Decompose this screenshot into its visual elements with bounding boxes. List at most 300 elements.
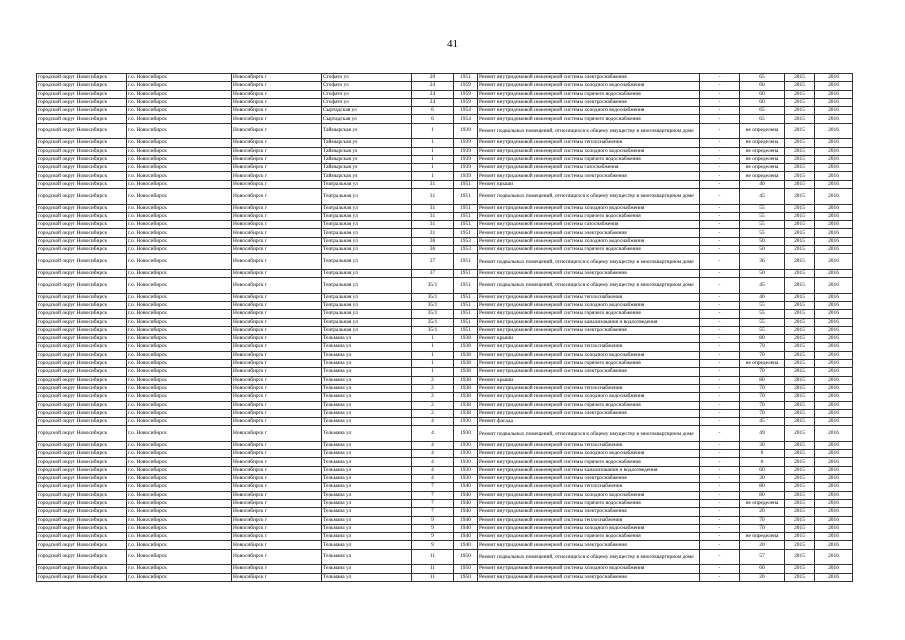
cell-settlement: г.о. Новосибирск (127, 301, 232, 309)
cell-cost: не определена (740, 533, 785, 541)
cell-locality: Новосибирск г (232, 499, 322, 507)
cell-settlement: г.о. Новосибирск (127, 441, 232, 449)
cell-municipality: городской округ Новосибирск (37, 147, 127, 155)
cell-work: Ремонт внутридомовой инженерной системы горячего водоснабжения (478, 155, 700, 163)
cell-end: 2016 (815, 212, 853, 220)
cell-work: Ремонт внутридомовой инженерной системы электроснабжения (478, 172, 700, 180)
cell-start: 2015 (785, 491, 815, 499)
cell-municipality: городской округ Новосибирск (37, 475, 127, 483)
cell-end: 2016 (815, 189, 853, 205)
cell-start: 2015 (785, 164, 815, 172)
cell-end: 2016 (815, 326, 853, 334)
table-row (37, 155, 853, 163)
cell-dash: - (700, 533, 740, 541)
cell-street: Тельмана ул (322, 549, 412, 565)
cell-municipality: городской округ Новосибирск (37, 189, 127, 205)
cell-dash: - (700, 254, 740, 270)
cell-house: 7 (412, 499, 454, 507)
cell-end: 2016 (815, 310, 853, 318)
cell-work: Ремонт внутридомовой инженерной системы теплоснабжения (478, 384, 700, 392)
cell-year: 1930 (454, 441, 478, 449)
cell-work: Ремонт внутридомовой инженерной системы горячего водоснабжения (478, 246, 700, 254)
cell-settlement: г.о. Новосибирск (127, 483, 232, 491)
table-row (37, 450, 853, 458)
cell-municipality: городской округ Новосибирск (37, 74, 127, 82)
cell-locality: Новосибирск г (232, 516, 322, 524)
cell-locality: Новосибирск г (232, 107, 322, 115)
cell-year: 1930 (454, 418, 478, 426)
cell-start: 2015 (785, 418, 815, 426)
cell-start: 2015 (785, 450, 815, 458)
cell-municipality: городской округ Новосибирск (37, 549, 127, 565)
cell-settlement: г.о. Новосибирск (127, 82, 232, 90)
cell-house: 1 (412, 360, 454, 368)
cell-house: 4 (412, 475, 454, 483)
table-row (37, 139, 853, 147)
cell-cost: 20 (740, 573, 785, 581)
cell-end: 2016 (815, 254, 853, 270)
cell-cost: 45 (740, 189, 785, 205)
cell-locality: Новосибирск г (232, 221, 322, 229)
table-row (37, 351, 853, 359)
cell-street: Театральная ул (322, 229, 412, 237)
table-row (37, 475, 853, 483)
cell-locality: Новосибирск г (232, 204, 322, 212)
cell-street: Тельмана ул (322, 376, 412, 384)
cell-cost: 55 (740, 221, 785, 229)
cell-house: 1 (412, 368, 454, 376)
table-row (37, 565, 853, 573)
cell-end: 2016 (815, 123, 853, 139)
cell-cost: 80 (740, 483, 785, 491)
cell-cost: 50 (740, 237, 785, 245)
cell-dash: - (700, 541, 740, 549)
table-row (37, 269, 853, 277)
cell-locality: Новосибирск г (232, 376, 322, 384)
table-row (37, 90, 853, 98)
cell-street: Тельмана ул (322, 533, 412, 541)
cell-dash: - (700, 450, 740, 458)
cell-house: 2 (412, 384, 454, 392)
cell-cost: 55 (740, 212, 785, 220)
cell-start: 2015 (785, 475, 815, 483)
cell-year: 1953 (454, 237, 478, 245)
cell-municipality: городской округ Новосибирск (37, 335, 127, 343)
cell-year: 1951 (454, 310, 478, 318)
cell-end: 2016 (815, 565, 853, 573)
cell-locality: Новосибирск г (232, 212, 322, 220)
cell-end: 2016 (815, 475, 853, 483)
cell-year: 1939 (454, 172, 478, 180)
cell-municipality: городской округ Новосибирск (37, 212, 127, 220)
cell-end: 2016 (815, 74, 853, 82)
cell-start: 2015 (785, 573, 815, 581)
cell-locality: Новосибирск г (232, 269, 322, 277)
cell-year: 1954 (454, 115, 478, 123)
cell-dash: - (700, 172, 740, 180)
cell-locality: Новосибирск г (232, 450, 322, 458)
cell-dash: - (700, 335, 740, 343)
table-row (37, 466, 853, 474)
cell-year: 1940 (454, 499, 478, 507)
cell-work: Ремонт внутридомовой инженерной системы холодного водоснабжения (478, 491, 700, 499)
cell-settlement: г.о. Новосибирск (127, 204, 232, 212)
cell-end: 2016 (815, 180, 853, 188)
cell-end: 2016 (815, 351, 853, 359)
cell-house: 11 (412, 565, 454, 573)
cell-locality: Новосибирск г (232, 139, 322, 147)
cell-work: Ремонт подвальных помещений, относящихся к общему имуществу в многоквартирном доме (478, 549, 700, 565)
cell-municipality: городской округ Новосибирск (37, 441, 127, 449)
cell-house: 11 (412, 549, 454, 565)
cell-street: Тельмана ул (322, 516, 412, 524)
cell-dash: - (700, 326, 740, 334)
cell-start: 2015 (785, 107, 815, 115)
cell-year: 1930 (454, 475, 478, 483)
cell-dash: - (700, 508, 740, 516)
page-number: 41 (447, 38, 458, 50)
cell-start: 2015 (785, 221, 815, 229)
cell-house: 4 (412, 450, 454, 458)
cell-work: Ремонт внутридомовой инженерной системы теплоснабжения (478, 516, 700, 524)
cell-street: Таймырская ул (322, 139, 412, 147)
cell-settlement: г.о. Новосибирск (127, 155, 232, 163)
table-row (37, 82, 853, 90)
cell-work: Ремонт внутридомовой инженерной системы холодного водоснабжения (478, 565, 700, 573)
cell-work: Ремонт подвальных помещений, относящихся к общему имуществу в многоквартирном доме (478, 426, 700, 442)
cell-start: 2015 (785, 115, 815, 123)
cell-start: 2015 (785, 74, 815, 82)
cell-dash: - (700, 229, 740, 237)
cell-end: 2016 (815, 508, 853, 516)
cell-year: 1940 (454, 491, 478, 499)
cell-dash: - (700, 499, 740, 507)
cell-locality: Новосибирск г (232, 483, 322, 491)
cell-end: 2016 (815, 82, 853, 90)
cell-locality: Новосибирск г (232, 164, 322, 172)
cell-end: 2016 (815, 533, 853, 541)
cell-dash: - (700, 293, 740, 301)
cell-work: Ремонт внутридомовой инженерной системы газоснабжения (478, 221, 700, 229)
cell-settlement: г.о. Новосибирск (127, 376, 232, 384)
cell-end: 2016 (815, 147, 853, 155)
cell-start: 2015 (785, 90, 815, 98)
cell-locality: Новосибирск г (232, 368, 322, 376)
cell-work: Ремонт внутридомовой инженерной системы электроснабжения (478, 541, 700, 549)
cell-dash: - (700, 74, 740, 82)
cell-house: 31 (412, 189, 454, 205)
cell-work: Ремонт внутридомовой инженерной системы электроснабжения (478, 98, 700, 106)
cell-cost: 60 (740, 98, 785, 106)
cell-dash: - (700, 426, 740, 442)
cell-settlement: г.о. Новосибирск (127, 360, 232, 368)
cell-settlement: г.о. Новосибирск (127, 458, 232, 466)
cell-cost: 30 (740, 441, 785, 449)
cell-start: 2015 (785, 393, 815, 401)
cell-municipality: городской округ Новосибирск (37, 541, 127, 549)
cell-end: 2016 (815, 139, 853, 147)
cell-dash: - (700, 155, 740, 163)
cell-municipality: городской округ Новосибирск (37, 115, 127, 123)
cell-work: Ремонт внутридомовой инженерной системы холодного водоснабжения (478, 301, 700, 309)
cell-house: 9 (412, 516, 454, 524)
cell-street: Театральная ул (322, 180, 412, 188)
cell-year: 1938 (454, 376, 478, 384)
cell-settlement: г.о. Новосибирск (127, 475, 232, 483)
cell-dash: - (700, 483, 740, 491)
cell-street: Стофато ул (322, 82, 412, 90)
cell-cost: 70 (740, 343, 785, 351)
cell-work: Ремонт внутридомовой инженерной системы холодного водоснабжения (478, 204, 700, 212)
cell-work: Ремонт внутридомовой инженерной системы электроснабжения (478, 409, 700, 417)
cell-municipality: городской округ Новосибирск (37, 90, 127, 98)
cell-street: Театральная ул (322, 301, 412, 309)
cell-street: Тельмана ул (322, 335, 412, 343)
cell-work: Ремонт внутридомовой инженерной системы холодного водоснабжения (478, 237, 700, 245)
cell-work: Ремонт внутридомовой инженерной системы горячего водоснабжения (478, 90, 700, 98)
cell-locality: Новосибирск г (232, 310, 322, 318)
cell-year: 1930 (454, 466, 478, 474)
cell-year: 1959 (454, 98, 478, 106)
cell-year: 1940 (454, 483, 478, 491)
cell-start: 2015 (785, 376, 815, 384)
cell-municipality: городской округ Новосибирск (37, 458, 127, 466)
cell-year: 1939 (454, 139, 478, 147)
table-row (37, 326, 853, 334)
cell-locality: Новосибирск г (232, 384, 322, 392)
cell-settlement: г.о. Новосибирск (127, 293, 232, 301)
cell-municipality: городской округ Новосибирск (37, 426, 127, 442)
cell-house: 2 (412, 393, 454, 401)
cell-cost: 65 (740, 115, 785, 123)
cell-house: 20 (412, 74, 454, 82)
cell-start: 2015 (785, 441, 815, 449)
cell-locality: Новосибирск г (232, 458, 322, 466)
cell-end: 2016 (815, 107, 853, 115)
cell-locality: Новосибирск г (232, 237, 322, 245)
cell-year: 1951 (454, 204, 478, 212)
table-row (37, 458, 853, 466)
cell-house: 4 (412, 426, 454, 442)
cell-work: Ремонт внутридомовой инженерной системы теплоснабжения (478, 483, 700, 491)
cell-house: 24 (412, 98, 454, 106)
table-row (37, 393, 853, 401)
cell-locality: Новосибирск г (232, 524, 322, 532)
cell-dash: - (700, 189, 740, 205)
cell-cost: 55 (740, 229, 785, 237)
cell-house: 35/1 (412, 318, 454, 326)
cell-year: 1959 (454, 82, 478, 90)
cell-start: 2015 (785, 458, 815, 466)
cell-settlement: г.о. Новосибирск (127, 426, 232, 442)
cell-year: 1938 (454, 360, 478, 368)
cell-year: 1939 (454, 164, 478, 172)
cell-work: Ремонт внутридомовой инженерной системы холодного водоснабжения (478, 107, 700, 115)
cell-house: 31 (412, 212, 454, 220)
cell-work: Ремонт внутридомовой инженерной системы электроснабжения (478, 74, 700, 82)
cell-cost: 70 (740, 368, 785, 376)
cell-house: 7 (412, 483, 454, 491)
cell-cost: 49 (740, 426, 785, 442)
cell-end: 2016 (815, 483, 853, 491)
cell-street: Тельмана ул (322, 541, 412, 549)
cell-start: 2015 (785, 98, 815, 106)
cell-start: 2015 (785, 549, 815, 565)
cell-end: 2016 (815, 172, 853, 180)
cell-start: 2015 (785, 533, 815, 541)
cell-house: 7 (412, 508, 454, 516)
cell-street: Тельмана ул (322, 565, 412, 573)
cell-settlement: г.о. Новосибирск (127, 450, 232, 458)
cell-municipality: городской округ Новосибирск (37, 278, 127, 294)
table-row (37, 293, 853, 301)
cell-year: 1930 (454, 450, 478, 458)
cell-house: 4 (412, 466, 454, 474)
cell-start: 2015 (785, 310, 815, 318)
cell-locality: Новосибирск г (232, 82, 322, 90)
cell-end: 2016 (815, 164, 853, 172)
cell-end: 2016 (815, 360, 853, 368)
cell-municipality: городской округ Новосибирск (37, 310, 127, 318)
cell-house: 35/1 (412, 293, 454, 301)
cell-settlement: г.о. Новосибирск (127, 418, 232, 426)
cell-work: Ремонт внутридомовой инженерной системы горячего водоснабжения (478, 212, 700, 220)
cell-dash: - (700, 310, 740, 318)
cell-work: Ремонт внутридомовой инженерной системы электроснабжения (478, 229, 700, 237)
cell-end: 2016 (815, 98, 853, 106)
cell-cost: 50 (740, 246, 785, 254)
cell-year: 1938 (454, 384, 478, 392)
cell-municipality: городской округ Новосибирск (37, 139, 127, 147)
cell-dash: - (700, 441, 740, 449)
cell-house: 2 (412, 409, 454, 417)
cell-municipality: городской округ Новосибирск (37, 491, 127, 499)
cell-cost: 30 (740, 475, 785, 483)
cell-street: Театральная ул (322, 221, 412, 229)
cell-year: 1939 (454, 147, 478, 155)
table-row (37, 368, 853, 376)
cell-work: Ремонт подвальных помещений, относящихся к общему имуществу в многоквартирном доме (478, 254, 700, 270)
table-row (37, 409, 853, 417)
cell-start: 2015 (785, 499, 815, 507)
cell-year: 1930 (454, 458, 478, 466)
cell-start: 2015 (785, 254, 815, 270)
table-row (37, 98, 853, 106)
cell-municipality: городской округ Новосибирск (37, 269, 127, 277)
cell-municipality: городской округ Новосибирск (37, 164, 127, 172)
cell-work: Ремонт подвальных помещений, относящихся к общему имуществу в многоквартирном доме (478, 123, 700, 139)
cell-house: 6 (412, 107, 454, 115)
cell-work: Ремонт внутридомовой инженерной системы холодного водоснабжения (478, 450, 700, 458)
cell-year: 1951 (454, 74, 478, 82)
table-row (37, 164, 853, 172)
cell-dash: - (700, 278, 740, 294)
cell-municipality: городской округ Новосибирск (37, 351, 127, 359)
cell-work: Ремонт внутридомовой инженерной системы горячего водоснабжения (478, 310, 700, 318)
cell-start: 2015 (785, 123, 815, 139)
cell-cost: 70 (740, 393, 785, 401)
cell-end: 2016 (815, 246, 853, 254)
table-row (37, 254, 853, 270)
cell-end: 2016 (815, 541, 853, 549)
cell-settlement: г.о. Новосибирск (127, 573, 232, 581)
cell-year: 1939 (454, 123, 478, 139)
cell-settlement: г.о. Новосибирск (127, 172, 232, 180)
cell-start: 2015 (785, 409, 815, 417)
cell-work: Ремонт внутридомовой инженерной системы горячего водоснабжения (478, 499, 700, 507)
cell-year: 1939 (454, 155, 478, 163)
cell-dash: - (700, 393, 740, 401)
cell-house: 24 (412, 90, 454, 98)
cell-street: Тельмана ул (322, 499, 412, 507)
cell-cost: 80 (740, 376, 785, 384)
cell-house: 1 (412, 164, 454, 172)
cell-settlement: г.о. Новосибирск (127, 246, 232, 254)
table-row (37, 221, 853, 229)
cell-house: 35/1 (412, 278, 454, 294)
cell-work: Ремонт внутридомовой инженерной системы электроснабжения (478, 368, 700, 376)
cell-house: 35/1 (412, 301, 454, 309)
cell-start: 2015 (785, 384, 815, 392)
cell-municipality: городской округ Новосибирск (37, 221, 127, 229)
cell-end: 2016 (815, 237, 853, 245)
cell-start: 2015 (785, 466, 815, 474)
cell-street: Таймырская ул (322, 164, 412, 172)
cell-locality: Новосибирск г (232, 491, 322, 499)
cell-start: 2015 (785, 278, 815, 294)
cell-street: Стофато ул (322, 90, 412, 98)
cell-locality: Новосибирск г (232, 172, 322, 180)
cell-municipality: городской округ Новосибирск (37, 326, 127, 334)
cell-settlement: г.о. Новосибирск (127, 533, 232, 541)
cell-settlement: г.о. Новосибирск (127, 189, 232, 205)
cell-locality: Новосибирск г (232, 565, 322, 573)
cell-year: 1951 (454, 180, 478, 188)
table-row (37, 426, 853, 442)
cell-settlement: г.о. Новосибирск (127, 123, 232, 139)
cell-work: Ремонт внутридомовой инженерной системы горячего водоснабжения (478, 533, 700, 541)
table-row (37, 508, 853, 516)
cell-street: Театральная ул (322, 189, 412, 205)
cell-end: 2016 (815, 384, 853, 392)
cell-street: Тельмана ул (322, 360, 412, 368)
cell-house: 1 (412, 139, 454, 147)
table-row (37, 418, 853, 426)
cell-end: 2016 (815, 343, 853, 351)
cell-street: Тельмана ул (322, 475, 412, 483)
cell-dash: - (700, 491, 740, 499)
cell-house: 31 (412, 221, 454, 229)
table-row (37, 541, 853, 549)
cell-house: 4 (412, 441, 454, 449)
cell-locality: Новосибирск г (232, 409, 322, 417)
cell-house: 7 (412, 491, 454, 499)
cell-start: 2015 (785, 368, 815, 376)
cell-settlement: г.о. Новосибирск (127, 326, 232, 334)
cell-dash: - (700, 147, 740, 155)
cell-start: 2015 (785, 229, 815, 237)
cell-end: 2016 (815, 221, 853, 229)
cell-dash: - (700, 351, 740, 359)
cell-dash: - (700, 164, 740, 172)
cell-year: 1951 (454, 301, 478, 309)
cell-locality: Новосибирск г (232, 318, 322, 326)
cell-end: 2016 (815, 204, 853, 212)
table-row (37, 376, 853, 384)
cell-work: Ремонт крыши (478, 335, 700, 343)
cell-cost: 80 (740, 335, 785, 343)
cell-settlement: г.о. Новосибирск (127, 401, 232, 409)
